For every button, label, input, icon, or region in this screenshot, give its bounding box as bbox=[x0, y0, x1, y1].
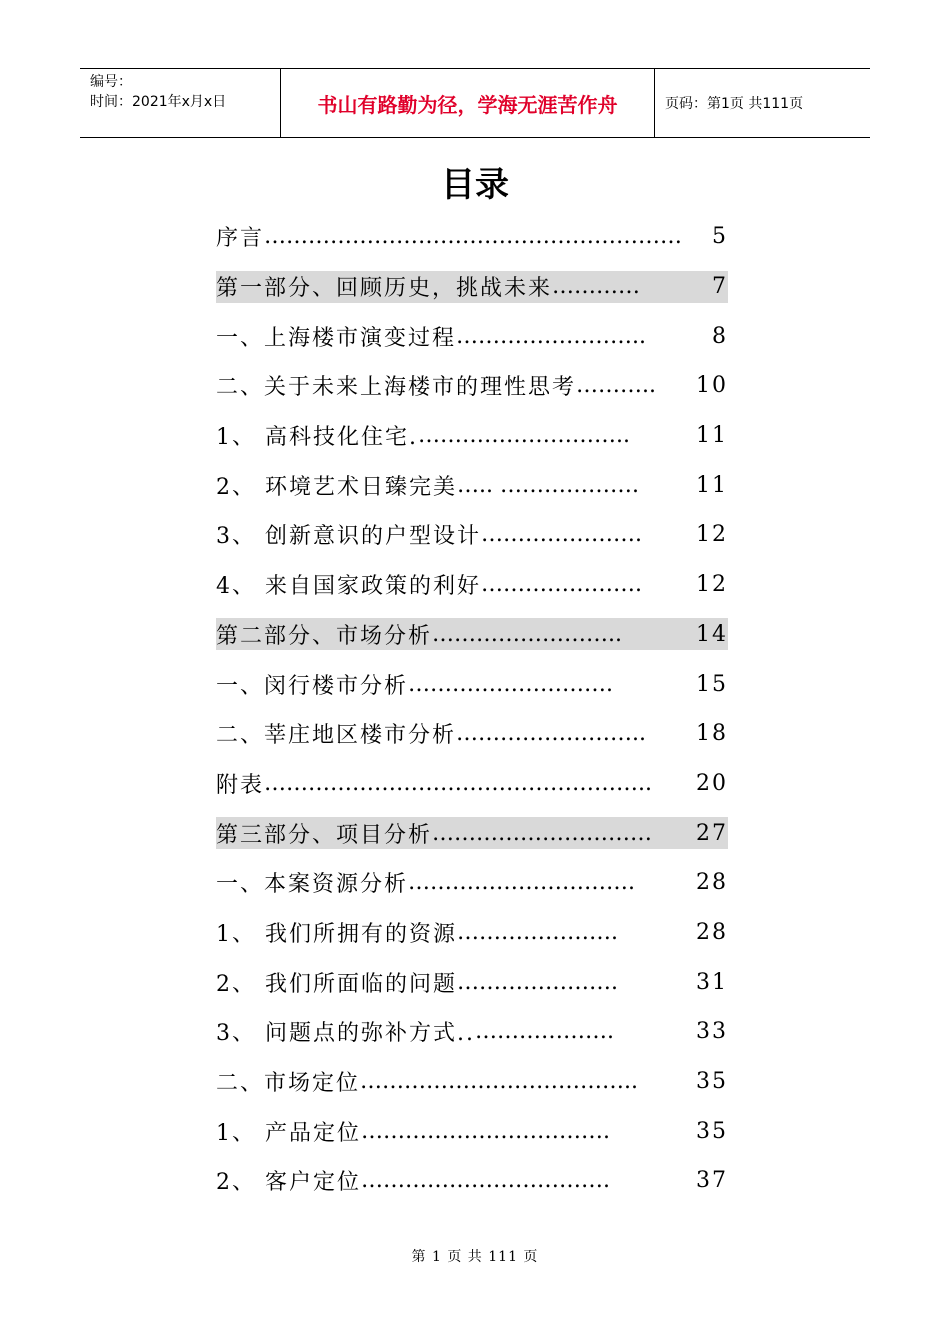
toc-entry-text: 4、 来自国家政策的利好 bbox=[216, 574, 481, 600]
toc-entry-page-number: 7 bbox=[712, 274, 728, 300]
toc-entry-page-number: 35 bbox=[696, 1069, 728, 1095]
toc-entry[interactable] bbox=[216, 867, 728, 899]
toc-entry-page-number: 12 bbox=[696, 572, 728, 598]
toc-entry-page-number: 28 bbox=[696, 919, 728, 945]
toc-entry-leader: ….. ………………. bbox=[457, 472, 639, 498]
toc-row bbox=[216, 908, 728, 958]
toc-entry-page-number: 5 bbox=[712, 224, 728, 250]
toc-row bbox=[216, 460, 728, 510]
header-number-label: 编号： bbox=[90, 74, 132, 90]
header-meta bbox=[80, 69, 281, 137]
toc-entry[interactable] bbox=[216, 618, 728, 650]
toc-entry-page-number: 20 bbox=[696, 770, 728, 796]
toc-entry-text: 二、莘庄地区楼市分析 bbox=[216, 723, 457, 749]
toc-row bbox=[216, 560, 728, 610]
toc-entry-text: 二、市场定位 bbox=[216, 1071, 361, 1097]
toc-row bbox=[216, 1156, 728, 1206]
toc-entry[interactable] bbox=[216, 916, 728, 948]
toc-entry[interactable] bbox=[216, 320, 728, 352]
toc-entry-leader: …………………. bbox=[481, 572, 642, 598]
toc-entry-leader: …………………. bbox=[481, 522, 642, 548]
toc-entry-leader: ……………………………. bbox=[361, 1168, 610, 1194]
toc-entry-leader: ………………………………………………… bbox=[264, 224, 683, 250]
toc-entry[interactable] bbox=[216, 718, 728, 750]
toc-row bbox=[216, 957, 728, 1007]
toc-row bbox=[216, 411, 728, 461]
toc-entry[interactable] bbox=[216, 519, 728, 551]
toc-entry-leader: …………………….. bbox=[456, 721, 647, 747]
toc-entry-leader: …………………. bbox=[457, 919, 618, 945]
toc-entry-text: 一、闵行楼市分析 bbox=[216, 673, 409, 699]
toc-entry-text: 一、上海楼市演变过程 bbox=[216, 325, 457, 351]
toc-row bbox=[216, 709, 728, 759]
toc-entry-page-number: 27 bbox=[696, 820, 728, 846]
toc-entry-page-number: 11 bbox=[696, 423, 728, 449]
toc-entry-page-number: 14 bbox=[696, 621, 728, 647]
toc-entry-text: 2、 环境艺术日臻完美 bbox=[216, 474, 457, 500]
toc-entry[interactable] bbox=[216, 1066, 728, 1098]
toc-entry-text: 1、 产品定位 bbox=[216, 1120, 361, 1146]
toc-entry-text: 序言 bbox=[216, 226, 265, 252]
toc-entry-leader: ………… bbox=[552, 274, 641, 300]
toc-entry[interactable] bbox=[216, 817, 728, 849]
toc-entry-text: 第三部分、项目分析 bbox=[216, 822, 433, 848]
toc-entry-text: 第二部分、市场分析 bbox=[216, 623, 433, 649]
toc-row bbox=[216, 759, 728, 809]
header-motto: 书山有路勤为径，学海无涯苦作舟 bbox=[281, 69, 655, 137]
page-footer: 第 1 页 共 111 页 bbox=[411, 1249, 539, 1265]
toc-entry-leader: ………………………… bbox=[432, 820, 653, 846]
toc-row bbox=[216, 858, 728, 908]
toc-row bbox=[216, 808, 728, 858]
toc-entry-text: 2、 我们所面临的问题 bbox=[216, 971, 457, 997]
page-title: 目录 bbox=[441, 165, 509, 205]
toc-entry-leader: …………………………………………….. bbox=[264, 770, 653, 796]
toc-row bbox=[216, 510, 728, 560]
toc-entry-page-number: 11 bbox=[696, 472, 728, 498]
toc-entry-text: 附表 bbox=[216, 772, 265, 798]
toc-entry-leader: …………………….. bbox=[432, 621, 623, 647]
toc-entry-leader: ………………………. bbox=[408, 671, 614, 697]
toc-entry[interactable] bbox=[216, 420, 728, 452]
toc-entry-leader: …………………….. bbox=[456, 323, 647, 349]
toc-entry-page-number: 10 bbox=[696, 373, 728, 399]
toc-entry-leader: …………………. bbox=[457, 969, 618, 995]
toc-row bbox=[216, 1007, 728, 1057]
toc-row bbox=[216, 1106, 728, 1156]
toc-entry-page-number: 33 bbox=[696, 1019, 728, 1045]
header-page-info: 页码：第1页 共111页 bbox=[665, 96, 804, 112]
toc-entry[interactable] bbox=[216, 1016, 728, 1048]
toc-entry-text: 3、 创新意识的户型设计 bbox=[216, 524, 481, 550]
toc-entry[interactable] bbox=[216, 1165, 728, 1197]
toc-entry-leader: ……………………….. bbox=[417, 423, 630, 449]
toc-entry-page-number: 12 bbox=[696, 522, 728, 548]
toc-entry-text: 二、关于未来上海楼市的理性思考 bbox=[216, 375, 577, 401]
table-of-contents bbox=[216, 212, 728, 1206]
toc-entry-leader: ……………………………. bbox=[361, 1118, 610, 1144]
toc-entry-text: 2、 客户定位 bbox=[216, 1170, 361, 1196]
toc-entry[interactable] bbox=[216, 469, 728, 501]
toc-row bbox=[216, 262, 728, 312]
toc-entry-page-number: 15 bbox=[696, 671, 728, 697]
toc-entry[interactable] bbox=[216, 370, 728, 402]
toc-row bbox=[216, 659, 728, 709]
toc-entry-page-number: 8 bbox=[712, 323, 728, 349]
toc-row bbox=[216, 610, 728, 660]
toc-entry-page-number: 28 bbox=[696, 870, 728, 896]
toc-entry[interactable] bbox=[216, 668, 728, 700]
toc-row bbox=[216, 1057, 728, 1107]
toc-entry-text: 1、 我们所拥有的资源 bbox=[216, 921, 457, 947]
toc-entry-text: 3、 问题点的弥补方式.. bbox=[216, 1021, 475, 1047]
toc-entry-page-number: 37 bbox=[696, 1168, 728, 1194]
toc-entry-leader: ……….. bbox=[576, 373, 657, 399]
toc-entry-leader: …………………………. bbox=[408, 870, 636, 896]
toc-entry-page-number: 31 bbox=[696, 969, 728, 995]
toc-entry-leader: ………………. bbox=[474, 1019, 614, 1045]
toc-entry[interactable] bbox=[216, 767, 728, 799]
header-time-label: 时间：2021年x月x日 bbox=[90, 94, 227, 110]
toc-entry[interactable] bbox=[216, 569, 728, 601]
toc-entry-text: 一、本案资源分析 bbox=[216, 872, 409, 898]
toc-entry-text: 1、 高科技化住宅. bbox=[216, 425, 418, 451]
toc-entry[interactable] bbox=[216, 1115, 728, 1147]
toc-entry[interactable] bbox=[216, 966, 728, 998]
toc-row bbox=[216, 361, 728, 411]
toc-row bbox=[216, 212, 728, 262]
toc-entry-page-number: 18 bbox=[696, 721, 728, 747]
toc-entry[interactable] bbox=[216, 221, 728, 253]
toc-entry-leader: ……………………………….. bbox=[360, 1069, 639, 1095]
page-header bbox=[80, 68, 870, 138]
toc-row bbox=[216, 311, 728, 361]
toc-entry-page-number: 35 bbox=[696, 1118, 728, 1144]
toc-entry[interactable] bbox=[216, 271, 728, 303]
toc-entry-text: 第一部分、回顾历史，挑战未来 bbox=[216, 276, 553, 302]
